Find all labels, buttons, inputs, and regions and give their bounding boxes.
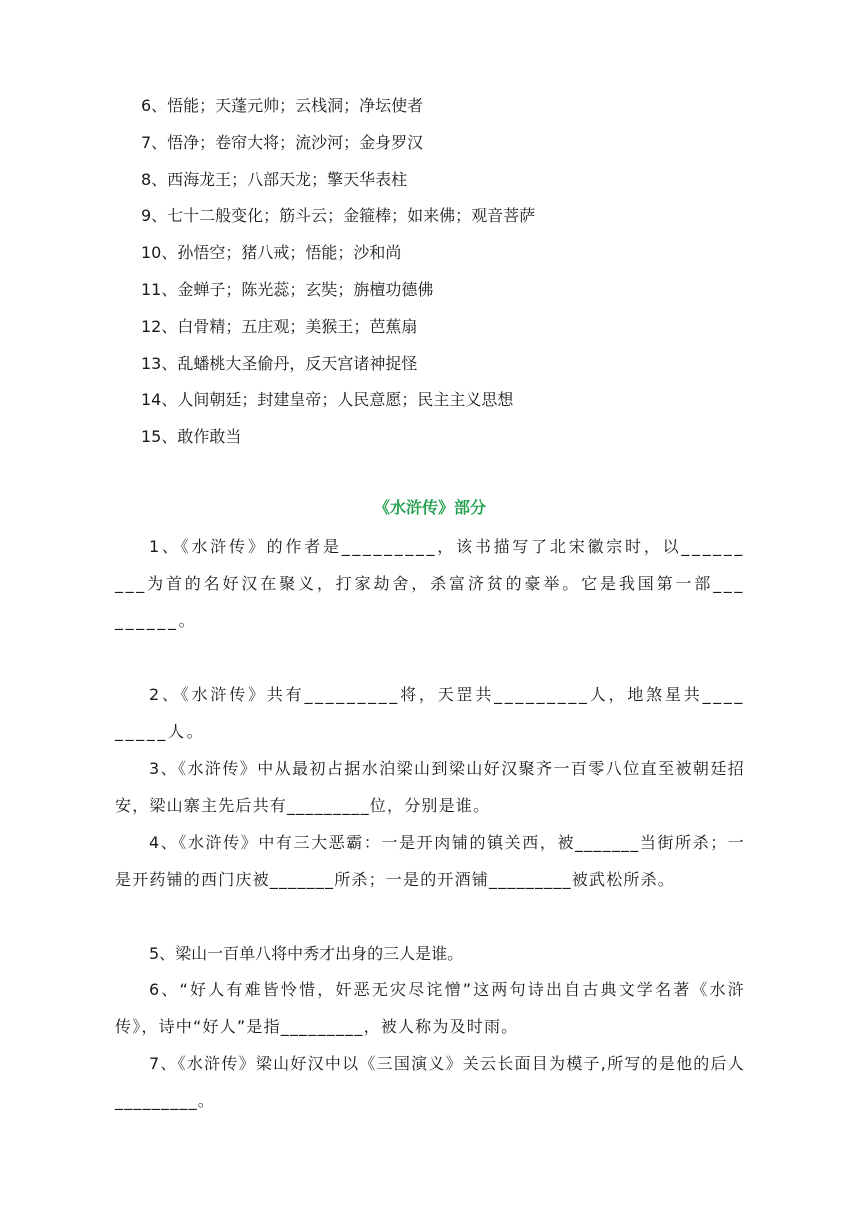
question-item: 5、梁山一百单八将中秀才出身的三人是谁。 — [149, 944, 464, 963]
answer-item: 13、乱蟠桃大圣偷丹，反天宫诸神捉怪 — [141, 353, 418, 373]
answer-item: 12、白骨精；五庄观；美猴王；芭蕉扇 — [141, 316, 418, 336]
question-item: 1、《水浒传》的作者是_________，该书描写了北宋徽宗时，以_________为首的名好汉在聚义，打家劫舍，杀富济贫的豪举。它是我国第一部_________。 — [115, 537, 745, 630]
question-item: 3、《水浒传》中从最初占据水泊梁山到梁山好汉聚齐一百零八位直至被朝廷招安，梁山寨主先后共有_________位，分别是谁。 — [115, 759, 745, 815]
answer-item: 14、人间朝廷；封建皇帝；人民意愿；民主主义思想 — [141, 390, 514, 410]
question-item: 4、《水浒传》中有三大恶霸：一是开肉铺的镇关西，被_______当街所杀；一是开药铺的西门庆被_______所杀；一是的开酒铺_________被武松所杀。 — [115, 833, 745, 889]
answer-list — [141, 88, 761, 456]
answer-item: 15、敢作敢当 — [141, 427, 242, 447]
question-item: 6、“好人有难皆怜惜，奸恶无灾尽诧憎”这两句诗出自古典文学名著《水浒传》，诗中“好人”是指_________，被人称为及时雨。 — [115, 980, 745, 1036]
answer-item: 8、西海龙王；八部天龙；擎天华表柱 — [141, 169, 408, 189]
answer-item: 7、悟净；卷帘大将；流沙河；金身罗汉 — [141, 132, 424, 152]
answer-item: 11、金蝉子；陈光蕊；玄奘；旃檀功德佛 — [141, 279, 434, 299]
answer-item: 9、七十二般变化；筋斗云；金箍棒；如来佛；观音菩萨 — [141, 206, 536, 226]
question-item: 2、《水浒传》共有_________将，天罡共_________人，地煞星共_________人。 — [115, 685, 745, 741]
answer-item: 6、悟能；天蓬元帅；云栈洞；净坛使者 — [141, 96, 424, 115]
section-title: 《水浒传》部分 — [373, 498, 486, 517]
question-item: 7、《水浒传》梁山好汉中以《三国演义》关云长面目为模子,所写的是他的后人_________。 — [115, 1054, 745, 1110]
answer-item: 10、孙悟空；猪八戒；悟能；沙和尚 — [141, 243, 402, 263]
